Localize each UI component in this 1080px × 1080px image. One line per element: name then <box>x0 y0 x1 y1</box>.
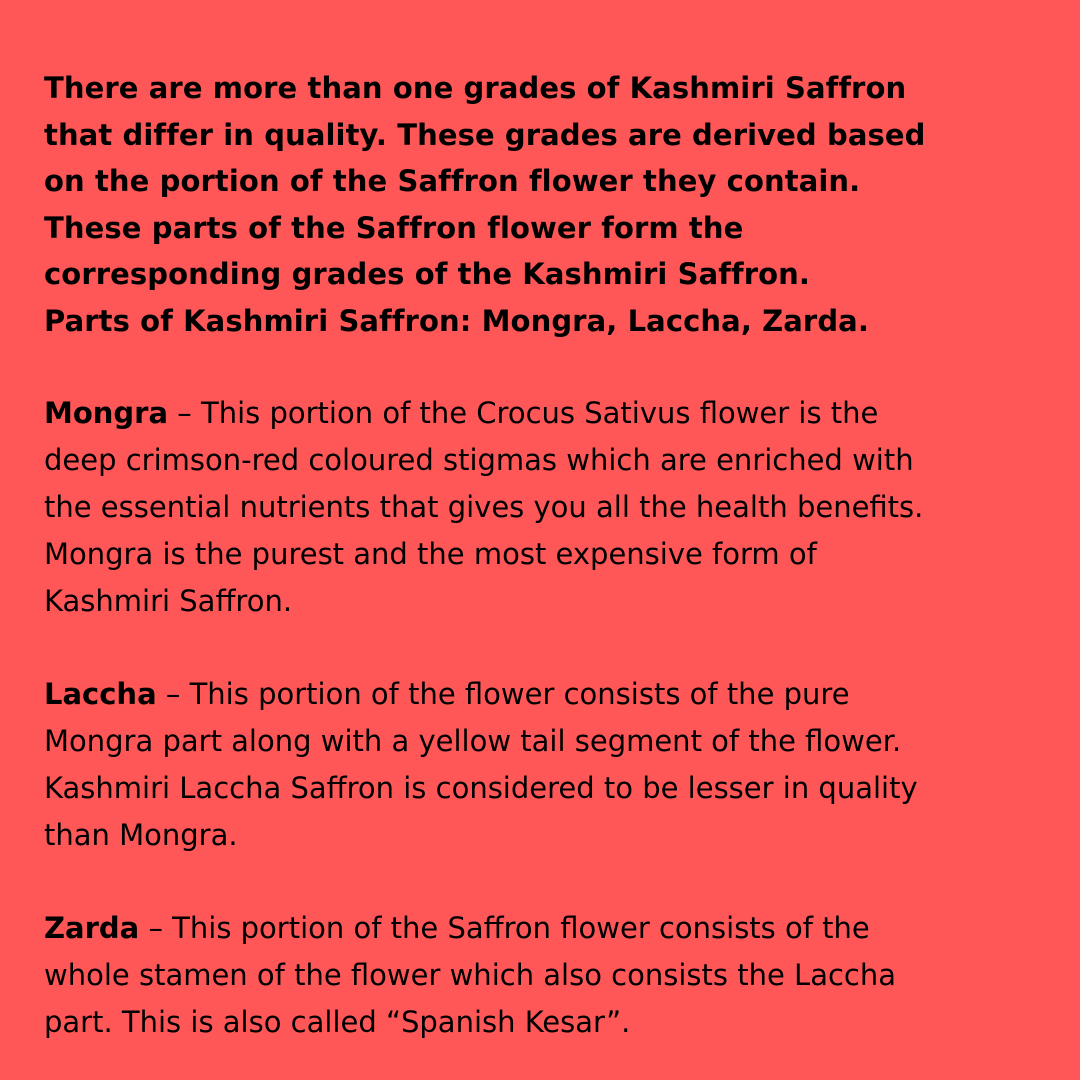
grade-line: the essential nutrients that gives you all the health benefits. <box>44 490 924 524</box>
intro-line: Parts of Kashmiri Saffron: Mongra, Laccha, Zarda. <box>44 303 869 338</box>
grade-line: Kashmiri Saffron. <box>44 584 293 618</box>
grade-first-line <box>44 905 1040 952</box>
grade-description-start: – This portion of the Saffron flower consists of the <box>139 911 870 945</box>
grade-line: Mongra part along with a yellow tail segment of the flower. <box>44 724 902 758</box>
intro-paragraph <box>44 65 1040 344</box>
grade-line: part. This is also called “Spanish Kesar”. <box>44 1005 631 1039</box>
grade-description-start: – This portion of the Crocus Sativus flower is the <box>168 396 879 430</box>
grade-laccha-paragraph <box>44 671 1040 859</box>
intro-line: corresponding grades of the Kashmiri Saffron. <box>44 257 811 291</box>
grade-line: whole stamen of the flower which also consists the Laccha <box>44 958 897 992</box>
grade-line: Mongra is the purest and the most expensive form of <box>44 537 817 571</box>
intro-line: that differ in quality. These grades are derived based <box>44 117 926 152</box>
grade-zarda-paragraph <box>44 905 1040 1046</box>
intro-line: on the portion of the Saffron flower they contain. <box>44 164 861 198</box>
grade-first-line <box>44 671 1040 718</box>
intro-line: There are more than one grades of Kashmiri Saffron <box>44 71 907 105</box>
grade-line: than Mongra. <box>44 818 238 852</box>
grade-name-mongra: Mongra <box>44 396 169 430</box>
grade-name-zarda: Zarda <box>44 911 140 945</box>
grade-line: Kashmiri Laccha Saffron is considered to be lesser in quality <box>44 771 918 805</box>
intro-line: These parts of the Saffron flower form the <box>44 210 744 245</box>
grade-line: deep crimson-red coloured stigmas which are enriched with <box>44 443 914 477</box>
grade-first-line <box>44 390 1040 437</box>
grade-name-laccha: Laccha <box>44 677 157 711</box>
grade-description-start: – This portion of the flower consists of the pure <box>156 677 850 711</box>
grade-mongra-paragraph <box>44 390 1040 625</box>
